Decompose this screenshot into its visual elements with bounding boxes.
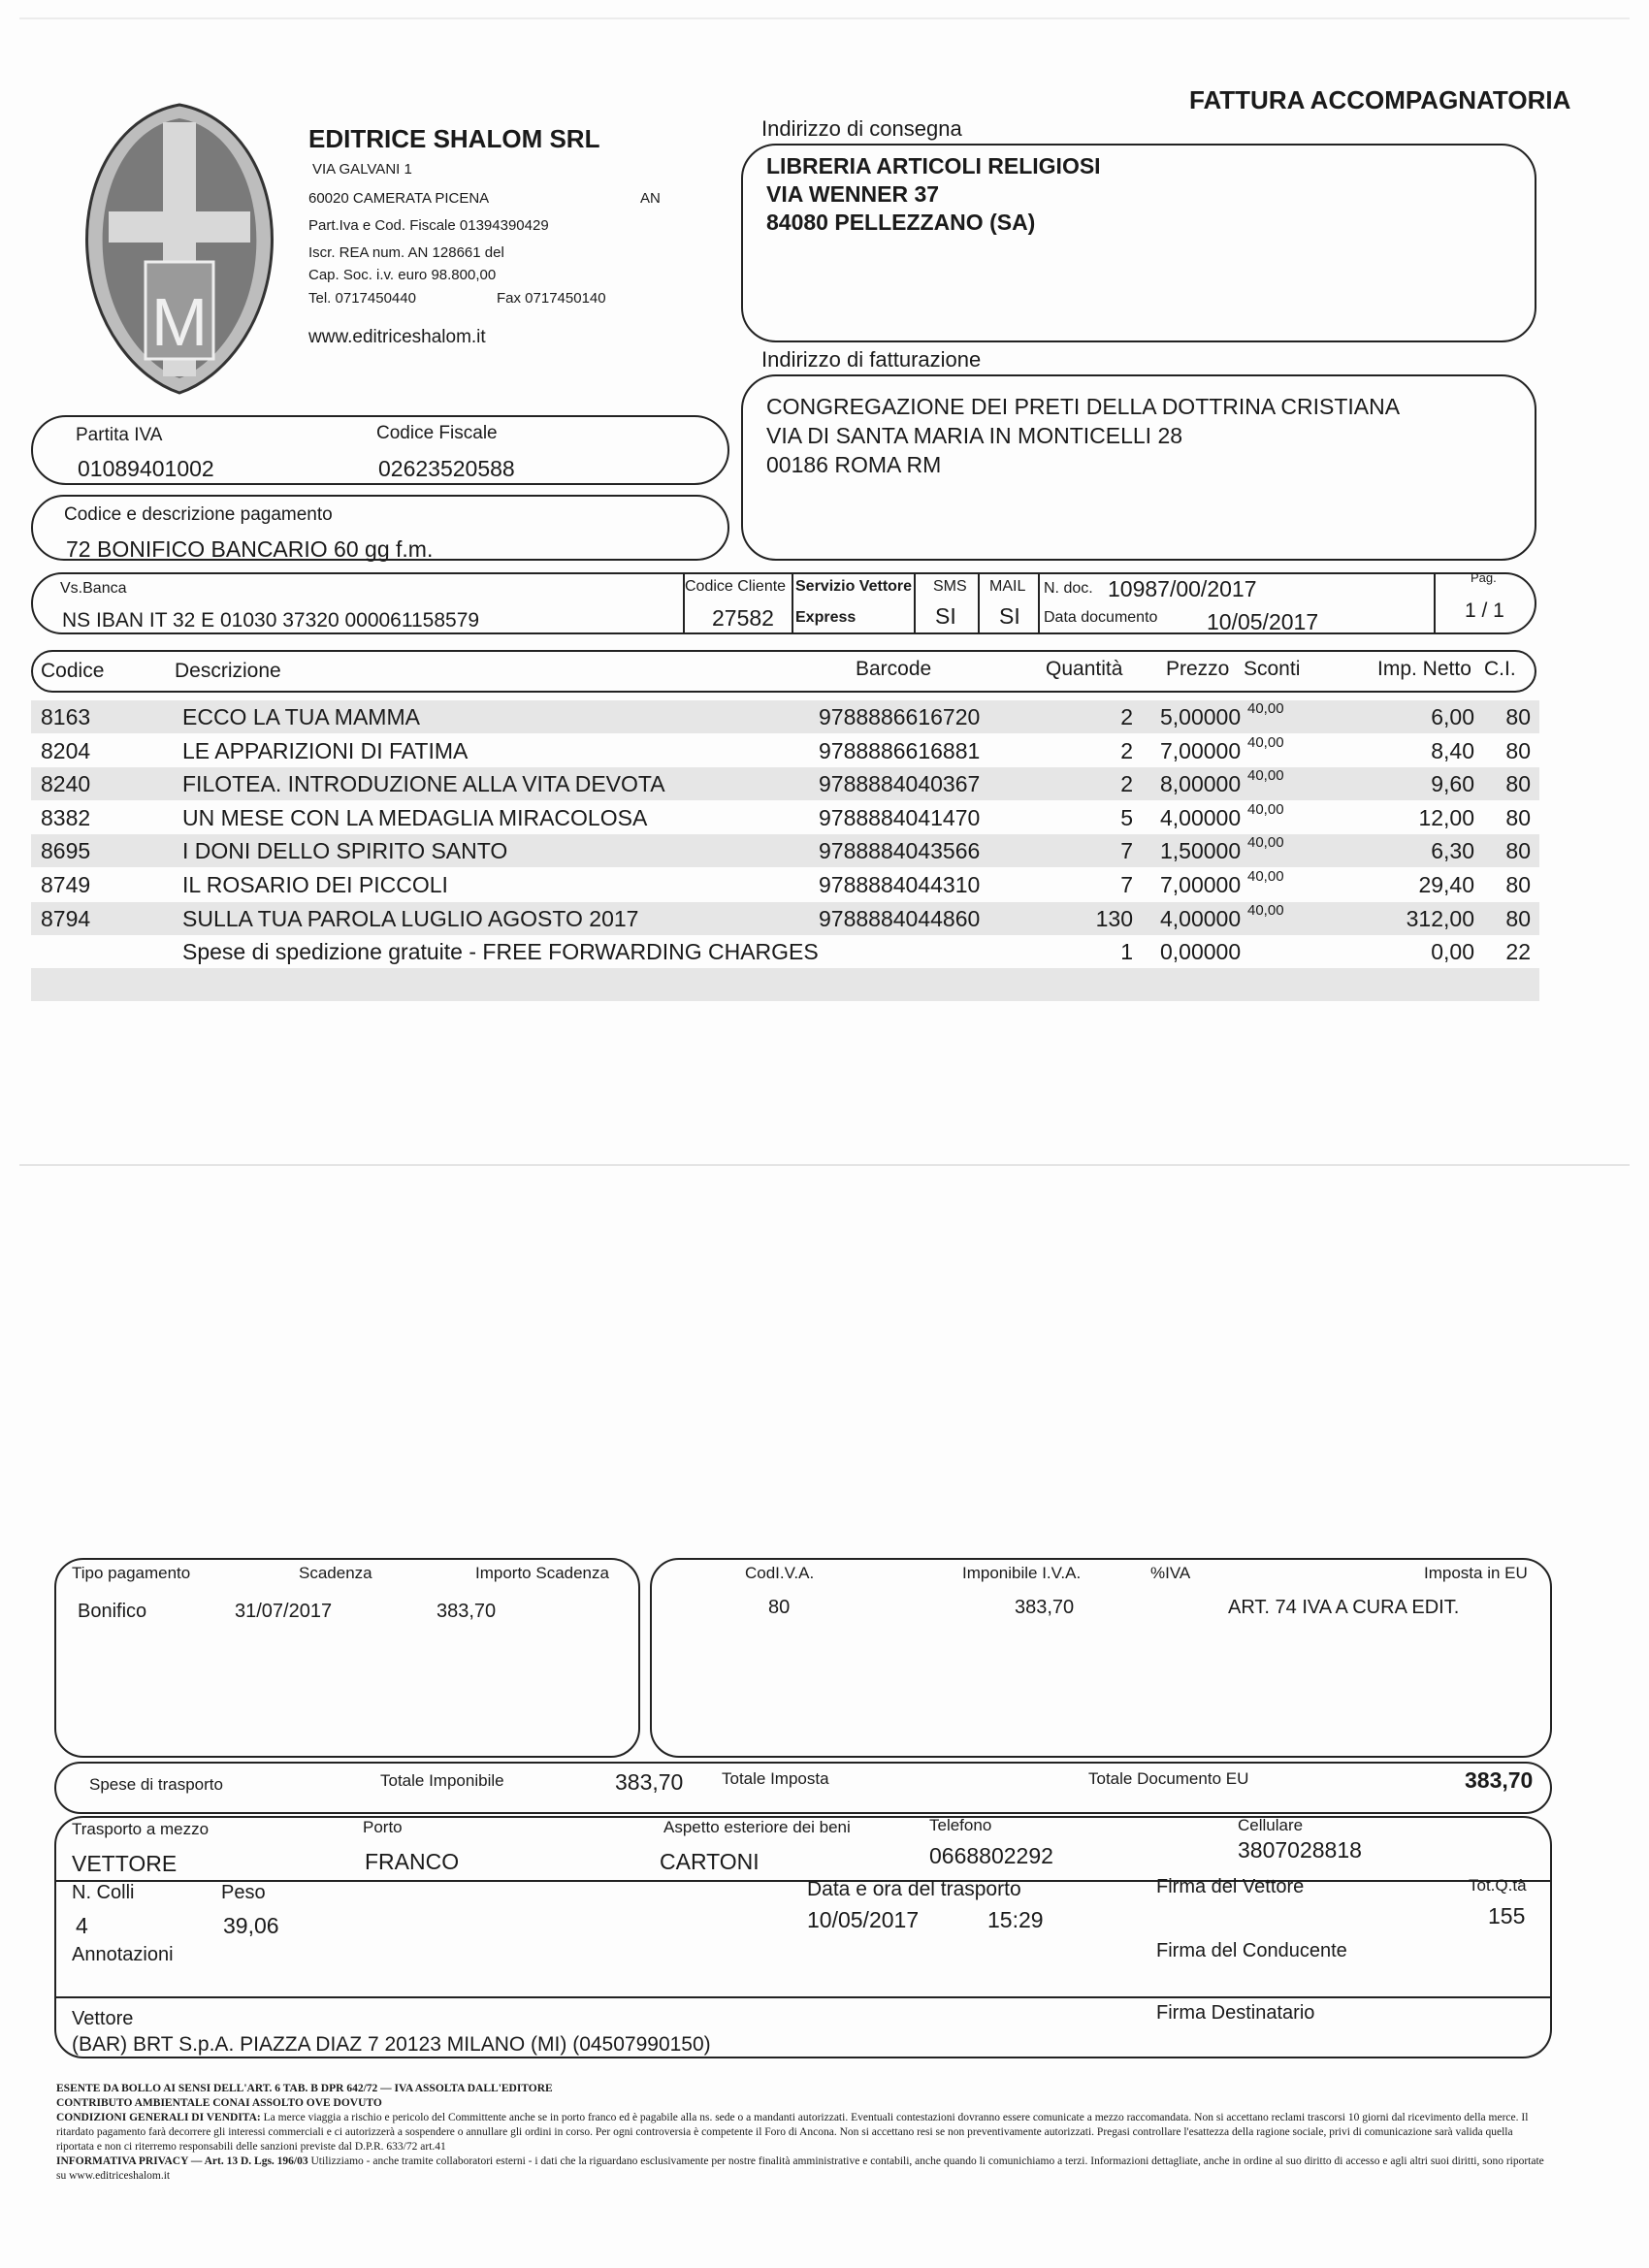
delivery-line3: 84080 PELLEZZANO (SA) — [766, 210, 1036, 235]
company-tel: Tel. 0717450440 — [308, 290, 416, 307]
carrier-label: Servizio Vettore — [795, 578, 913, 595]
sms-value: SI — [935, 603, 956, 629]
cell-qty: 2 — [1120, 738, 1133, 763]
cell-net: 8,40 — [1431, 738, 1474, 763]
footer-privacy-text: Utilizziamo - anche tramite collaboratori esterni - i dati che la riguardano esclusivamente per nostre finalità amministrative e contabili, anche quando li comunichiamo a terzi. Informazioni dettagliate, anche in ordine al suo diritto di accesso e agli altri suoi diritti, sono riportate su www.editriceshalom.it — [56, 2155, 1544, 2182]
billing-line3: 00186 ROMA RM — [766, 452, 942, 477]
cell-net: 0,00 — [1431, 939, 1474, 964]
transport-line-2 — [56, 1996, 1550, 1998]
cell-code: 8794 — [41, 906, 91, 931]
deadline-amount-label: Importo Scadenza — [475, 1564, 609, 1582]
vat-code: 80 — [768, 1597, 791, 1618]
cell-ci: 80 — [1505, 738, 1531, 763]
bank-divider-3 — [914, 574, 916, 632]
cell-qty: 7 — [1120, 872, 1133, 897]
ndoc-value: 10987/00/2017 — [1108, 576, 1257, 601]
table-row — [31, 868, 1539, 901]
transport-mode: VETTORE — [72, 1851, 178, 1876]
cell-code: 8204 — [41, 738, 91, 763]
vector-label: Vettore — [72, 2008, 134, 2029]
taxable-label: Totale Imponibile — [380, 1771, 504, 1790]
cell-net: 12,00 — [1418, 805, 1474, 830]
phone-label: Telefono — [929, 1816, 992, 1834]
piva-label: Partita IVA — [76, 425, 163, 445]
cell-barcode: 9788886616881 — [819, 738, 981, 763]
cell-discount: 40,00 — [1247, 700, 1284, 717]
vat-pct: ART. 74 IVA A CURA EDIT. — [1228, 1597, 1460, 1618]
th-price: Prezzo — [1166, 658, 1230, 680]
carrier-sign-label: Firma del Vettore — [1156, 1876, 1305, 1897]
recipient-sign-label: Firma Destinatario — [1156, 2002, 1315, 2024]
client-code-label: Codice Cliente — [685, 578, 787, 595]
cell-discount: 40,00 — [1247, 801, 1284, 818]
cell-net: 6,00 — [1431, 704, 1474, 729]
cell-net: 9,60 — [1431, 771, 1474, 796]
company-fax: Fax 0717450140 — [497, 290, 606, 307]
carrier-value: Express — [795, 609, 857, 626]
deadline-due-label: Scadenza — [299, 1564, 372, 1582]
footer-fine-print — [56, 2082, 1550, 2184]
footer-conditions-title: CONDIZIONI GENERALI DI VENDITA: — [56, 2112, 261, 2123]
bank-divider-5 — [1038, 574, 1040, 632]
doc-total-label: Totale Documento EU — [1088, 1769, 1249, 1788]
th-ci: C.I. — [1484, 658, 1516, 680]
cell-desc: LE APPARIZIONI DI FATIMA — [182, 738, 469, 763]
th-barcode: Barcode — [856, 658, 932, 680]
packages-value: 4 — [76, 1913, 88, 1938]
cell-price: 5,00000 — [1160, 704, 1242, 729]
cell-qty: 2 — [1120, 771, 1133, 796]
scan-artifact-mid — [19, 1164, 1630, 1166]
cell-code: 8163 — [41, 704, 91, 729]
company-address: VIA GALVANI 1 — [312, 161, 412, 178]
company-rea: Iscr. REA num. AN 128661 del — [308, 244, 504, 261]
footer-privacy-title: INFORMATIVA PRIVACY — Art. 13 D. Lgs. 196/03 — [56, 2155, 308, 2167]
cell-code: 8749 — [41, 872, 91, 897]
deadline-type-label: Tipo pagamento — [72, 1564, 191, 1582]
totqty-value: 155 — [1488, 1903, 1526, 1928]
document-title: FATTURA ACCOMPAGNATORIA — [1189, 85, 1571, 114]
totqty-label: Tot.Q.tà — [1469, 1876, 1527, 1895]
doc-total-value: 383,70 — [1465, 1767, 1534, 1793]
cell-price: 4,00000 — [1160, 906, 1242, 931]
cell-qty: 7 — [1120, 838, 1133, 863]
shipping-label: Spese di trasporto — [89, 1775, 223, 1794]
cell-net: 312,00 — [1406, 906, 1474, 931]
cell-discount: 40,00 — [1247, 734, 1284, 751]
cell-qty: 130 — [1095, 906, 1133, 931]
cell-desc: I DONI DELLO SPIRITO SANTO — [182, 838, 508, 863]
weight-value: 39,06 — [223, 1913, 279, 1938]
weight-label: Peso — [221, 1882, 266, 1903]
payment-value: 72 BONIFICO BANCARIO 60 gg f.m. — [66, 536, 434, 562]
date-value: 10/05/2017 — [1207, 609, 1319, 634]
table-row — [31, 700, 1539, 733]
page-label: Pag. — [1471, 570, 1497, 585]
scan-artifact-top — [19, 17, 1630, 19]
deadlines-box — [54, 1558, 640, 1758]
company-name: EDITRICE SHALOM SRL — [308, 124, 600, 153]
company-city: 60020 CAMERATA PICENA — [308, 190, 490, 207]
cell-barcode: 9788884041470 — [819, 805, 981, 830]
footer-line1: ESENTE DA BOLLO AI SENSI DELL'ART. 6 TAB. B DPR 642/72 — IVA ASSOLTA DALL'EDITORE — [56, 2083, 553, 2094]
cell-qty: 2 — [1120, 704, 1133, 729]
ndoc-label: N. doc. — [1044, 580, 1093, 597]
bank-divider-6 — [1434, 574, 1436, 632]
cell-net: 29,40 — [1418, 872, 1474, 897]
th-qty: Quantità — [1046, 658, 1123, 680]
logo-letter: M — [150, 284, 209, 360]
cell-discount: 40,00 — [1247, 834, 1284, 851]
cell-desc: FILOTEA. INTRODUZIONE ALLA VITA DEVOTA — [182, 771, 665, 796]
phone-value: 0668802292 — [929, 1843, 1053, 1868]
cell-ci: 22 — [1505, 939, 1531, 964]
bank-label: Vs.Banca — [60, 580, 127, 597]
cell-price: 1,50000 — [1160, 838, 1242, 863]
payment-label: Codice e descrizione pagamento — [64, 504, 333, 525]
footer-line2: CONTRIBUTO AMBIENTALE CONAI ASSOLTO OVE DOVUTO — [56, 2097, 382, 2109]
cell-ci: 80 — [1505, 838, 1531, 863]
cell-desc: SULLA TUA PAROLA LUGLIO AGOSTO 2017 — [182, 906, 639, 931]
bank-divider-2 — [792, 574, 793, 632]
deadline-due: 31/07/2017 — [235, 1601, 333, 1622]
table-row — [31, 935, 1539, 968]
client-code-value: 27582 — [712, 605, 774, 631]
billing-label: Indirizzo di fatturazione — [761, 347, 982, 372]
footer-privacy — [56, 2155, 1550, 2184]
port-label: Porto — [363, 1818, 403, 1836]
cell-price: 7,00000 — [1160, 738, 1242, 763]
cell-barcode: 9788886616720 — [819, 704, 981, 729]
page-value: 1 / 1 — [1465, 599, 1504, 622]
footer-conditions — [56, 2111, 1550, 2155]
cell-barcode: 9788884040367 — [819, 771, 981, 796]
delivery-line1: LIBRERIA ARTICOLI RELIGIOSI — [766, 153, 1101, 178]
cell-net: 6,30 — [1431, 838, 1474, 863]
transport-line-1 — [56, 1880, 1550, 1882]
cell-price: 0,00000 — [1160, 939, 1242, 964]
transport-time: 15:29 — [987, 1907, 1044, 1932]
cell-barcode: 9788884044310 — [819, 872, 981, 897]
sms-label: SMS — [933, 578, 967, 595]
date-label: Data documento — [1044, 609, 1158, 626]
footer-conditions-text: La merce viaggia a rischio e pericolo del Committente anche se in porto franco ed è pagabile alla ns. sede o a mandanti autorizzati. Eventuali contestazioni dovranno essere comunicate a mezzo raccomandata. Non si accettano reclami trascorsi 10 giorni dal ricevimento della merce. Il ritardato pagamento farà decorrere gli interessi commerciali e ci autorizzerà a sospendere o annullare gli ordini in corso. Per ogni controversia è competente il Foro di Ancona. Non si accettano resi se non preventivamente autorizzati. Pregasi controllare l'esattezza della ragione sociale, privi di comunicazione sarà valida quella riportata e non ci riterremo responsabili delle sanzioni previste dal D.P.R. 633/72 art.41 — [56, 2112, 1529, 2153]
cell-barcode: 9788884044860 — [819, 906, 981, 931]
table-row — [31, 734, 1539, 767]
cell-code: 8695 — [41, 838, 91, 863]
company-province: AN — [640, 190, 661, 207]
vat-base-label: Imponibile I.V.A. — [962, 1564, 1082, 1582]
cell-price: 7,00000 — [1160, 872, 1242, 897]
vat-tax-label: Imposta in EU — [1424, 1564, 1528, 1582]
table-bottom-shade — [31, 968, 1539, 1001]
company-website[interactable]: www.editriceshalom.it — [308, 327, 486, 347]
table-row — [31, 834, 1539, 867]
taxable-value: 383,70 — [615, 1769, 684, 1795]
tax-label: Totale Imposta — [722, 1769, 829, 1788]
datetime-label: Data e ora del trasporto — [807, 1878, 1021, 1900]
cell-price: 4,00000 — [1160, 805, 1242, 830]
table-row — [31, 767, 1539, 800]
bank-divider-4 — [978, 574, 980, 632]
deadline-type: Bonifico — [78, 1601, 147, 1622]
th-discount: Sconti — [1244, 658, 1301, 680]
cell-ci: 80 — [1505, 872, 1531, 897]
vat-pct-label: %IVA — [1150, 1564, 1191, 1582]
vat-code-label: CodI.V.A. — [745, 1564, 815, 1582]
table-row — [31, 902, 1539, 935]
cell-price: 8,00000 — [1160, 771, 1242, 796]
mobile-label: Cellulare — [1238, 1816, 1304, 1834]
th-desc: Descrizione — [175, 660, 281, 682]
billing-line1: CONGREGAZIONE DEI PRETI DELLA DOTTRINA CRISTIANA — [766, 394, 1401, 419]
cell-desc: ECCO LA TUA MAMMA — [182, 704, 420, 729]
company-capital: Cap. Soc. i.v. euro 98.800,00 — [308, 267, 497, 283]
cell-desc: UN MESE CON LA MEDAGLIA MIRACOLOSA — [182, 805, 648, 830]
cell-discount: 40,00 — [1247, 767, 1284, 784]
mail-label: MAIL — [989, 578, 1026, 595]
vat-box — [650, 1558, 1552, 1758]
cell-ci: 80 — [1505, 704, 1531, 729]
transport-date: 10/05/2017 — [807, 1907, 920, 1932]
bank-iban: NS IBAN IT 32 E 01030 37320 000061158579 — [62, 609, 480, 632]
table-row — [31, 801, 1539, 834]
cell-ci: 80 — [1505, 906, 1531, 931]
vat-base: 383,70 — [1015, 1597, 1075, 1618]
cell-desc: Spese di spedizione gratuite - FREE FORWARDING CHARGES — [182, 939, 819, 964]
piva-value: 01089401002 — [78, 456, 214, 481]
vector-value: (BAR) BRT S.p.A. PIAZZA DIAZ 7 20123 MILANO (MI) (04507990150) — [72, 2033, 711, 2056]
cell-qty: 1 — [1120, 939, 1133, 964]
notes-label: Annotazioni — [72, 1944, 174, 1965]
company-logo — [78, 97, 281, 398]
port-value: FRANCO — [365, 1849, 460, 1874]
company-piva: Part.Iva e Cod. Fiscale 01394390429 — [308, 217, 549, 234]
transport-mode-label: Trasporto a mezzo — [72, 1820, 210, 1838]
cell-code: 8240 — [41, 771, 91, 796]
cf-label: Codice Fiscale — [376, 423, 498, 443]
cell-ci: 80 — [1505, 805, 1531, 830]
th-net: Imp. Netto — [1377, 658, 1471, 680]
cell-desc: IL ROSARIO DEI PICCOLI — [182, 872, 448, 897]
delivery-label: Indirizzo di consegna — [761, 116, 962, 141]
mobile-value: 3807028818 — [1238, 1837, 1362, 1863]
aspect-value: CARTONI — [660, 1849, 760, 1874]
th-code: Codice — [41, 660, 105, 682]
cell-barcode: 9788884043566 — [819, 838, 981, 863]
cf-value: 02623520588 — [378, 456, 515, 481]
delivery-line2: VIA WENNER 37 — [766, 181, 940, 207]
cell-discount: 40,00 — [1247, 868, 1284, 885]
packages-label: N. Colli — [72, 1882, 135, 1903]
mail-value: SI — [999, 603, 1020, 629]
deadline-amount: 383,70 — [436, 1601, 497, 1622]
billing-line2: VIA DI SANTA MARIA IN MONTICELLI 28 — [766, 423, 1183, 448]
driver-sign-label: Firma del Conducente — [1156, 1940, 1347, 1961]
cell-qty: 5 — [1120, 805, 1133, 830]
shield-icon — [78, 97, 281, 398]
cell-ci: 80 — [1505, 771, 1531, 796]
aspect-label: Aspetto esteriore dei beni — [663, 1818, 851, 1836]
cell-code: 8382 — [41, 805, 91, 830]
cell-discount: 40,00 — [1247, 902, 1284, 919]
